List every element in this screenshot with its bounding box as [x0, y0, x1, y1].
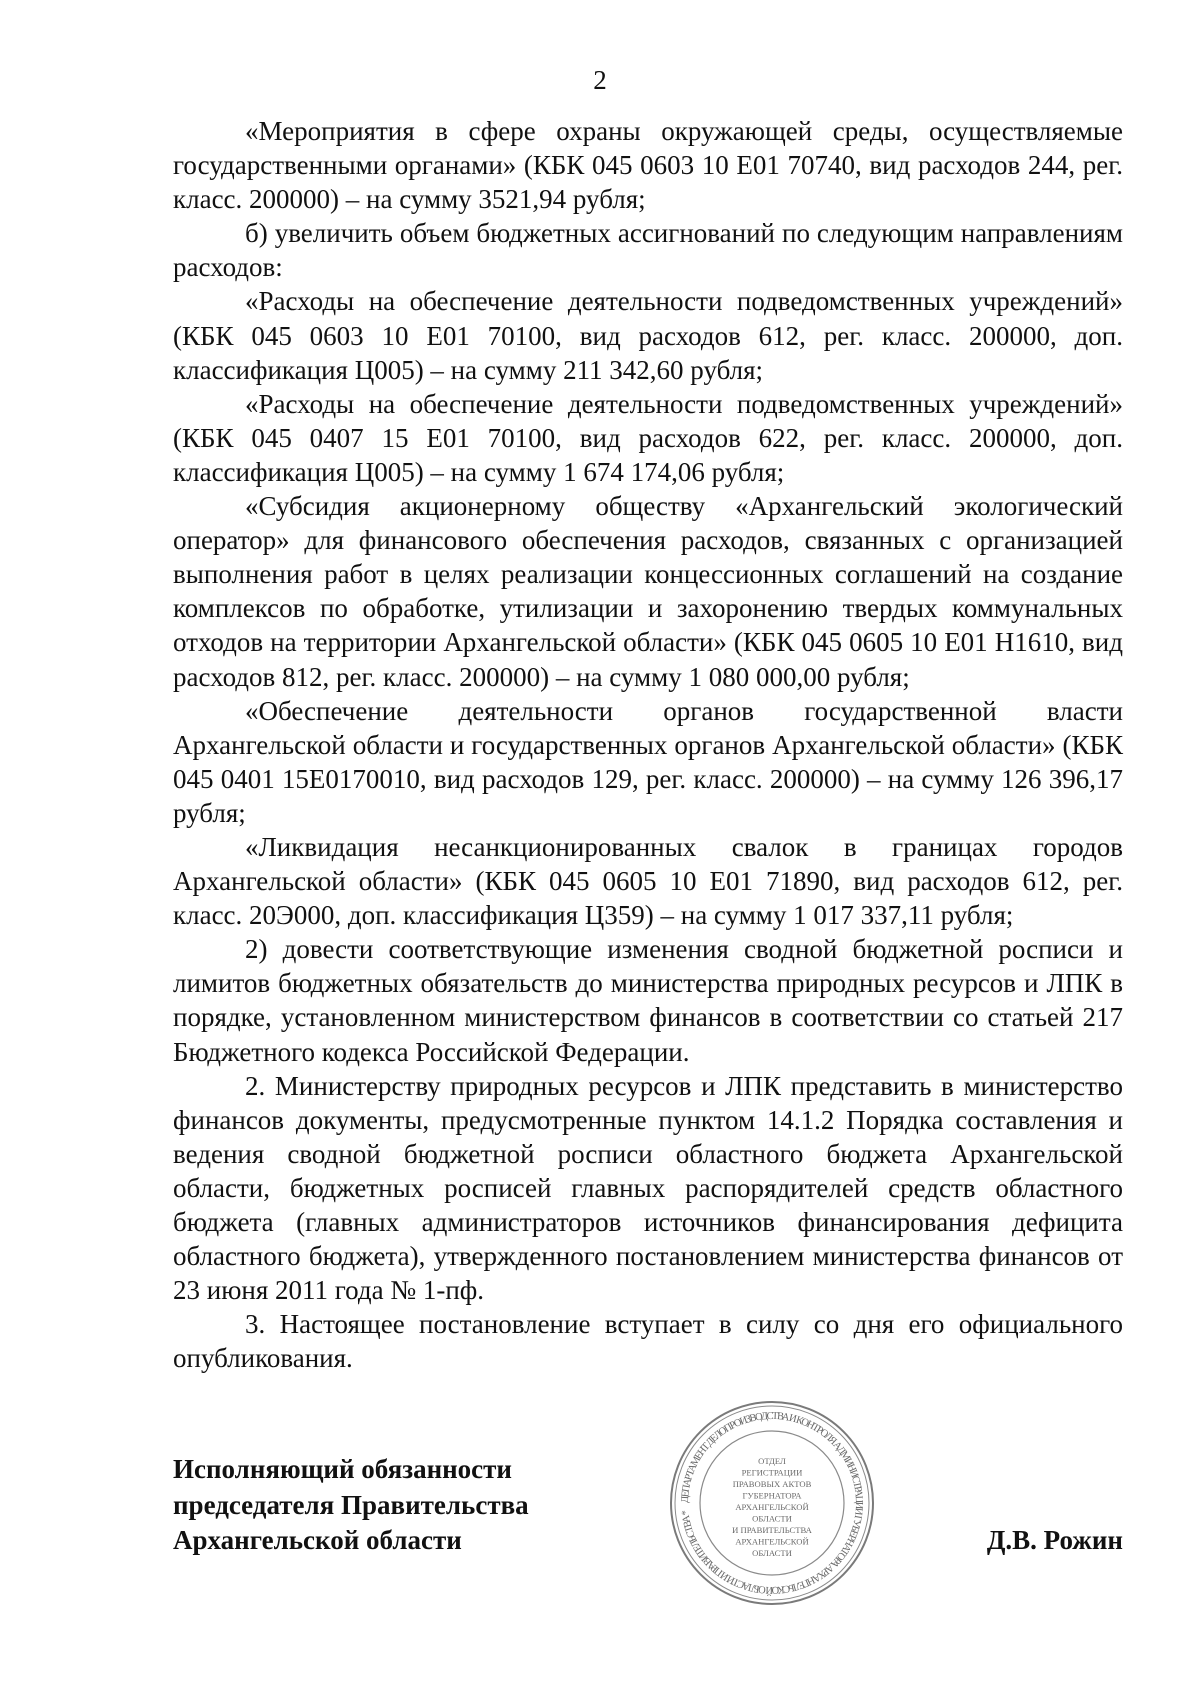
signatory-title-line: Исполняющий обязанности: [173, 1454, 512, 1484]
seal-inner-line: АРХАНГЕЛЬСКОЙ: [735, 1502, 809, 1512]
paragraph-env-activities: «Мероприятия в сфере охраны окружающей среды, осуществляемые государственными органами» (КБК 045 0603 10 Е01 70740, вид расходов 244, рег. класс. 200000) – на сумму 3521,94 рубля;: [173, 116, 1123, 215]
paragraph-increase-allocations: б) увеличить объем бюджетных ассигнований по следующим направлениям расходов:: [173, 218, 1123, 283]
paragraph-budget-changes: 2) довести соответствующие изменения сводной бюджетной росписи и лимитов бюджетных обязательств до министерства природных ресурсов и ЛПК в порядке, установленном министерством финансов в соответствии со статьей 217 Бюджетного кодекса Российской Федерации.: [173, 934, 1123, 1067]
seal-inner-line: ОБЛАСТИ: [752, 1513, 792, 1524]
paragraph-government-bodies: «Обеспечение деятельности органов государственной власти Архангельской области и государственных органов Архангельской области» (КБК 045 0401 15Е0170010, вид расходов 129, рег. класс. 200000) – на сумму 126 396,17 рубля;: [173, 695, 1123, 828]
seal-inner-line: ПРАВОВЫХ АКТОВ: [732, 1479, 812, 1489]
official-seal-stamp: [667, 1398, 877, 1608]
signatory-name: Д.В. Рожин: [986, 1525, 1123, 1555]
paragraph-landfill-liquidation: «Ликвидация несанкционированных свалок в границах городов Архангельской области» (КБК 045 0605 10 Е01 71890, вид расходов 612, рег. класс. 20Э000, доп. классификация Ц359) – на сумму 1 017 337,11 рубля;: [173, 831, 1123, 931]
signatory-title-line: председателя Правительства: [173, 1489, 529, 1520]
signatory-title-line: Архангельской области: [173, 1525, 462, 1555]
seal-inner-line: ОТДЕЛ: [758, 1456, 786, 1466]
seal-inner-text: [732, 1456, 812, 1558]
seal-inner-line: АРХАНГЕЛЬСКОЙ: [735, 1536, 809, 1547]
seal-inner-line: ГУБЕРНАТОРА: [742, 1490, 802, 1501]
page-number: 2: [593, 65, 607, 95]
seal-inner-line: РЕГИСТРАЦИИ: [741, 1467, 803, 1478]
document-body: [173, 114, 1123, 1375]
paragraph-subsidy-eco-operator: «Субсидия акционерному обществу «Архангельский экологический оператор» для финансового обеспечения расходов, связанных с организацией выполнения работ в целях реализации концессионных соглашений на создание комплексов по обработке, утилизации и захоронению твердых коммунальных отходов на территории Архангельской области» (КБК 045 0605 10 Е01 Н1610, вид расходов 812, рег. класс. 200000) – на сумму 1 080 000,00 рубля;: [173, 491, 1123, 692]
paragraph-ministry-documents: 2. Министерству природных ресурсов и ЛПК представить в министерство финансов документы, предусмотренные пунктом 14.1.2 Порядка составления и ведения сводной бюджетной росписи областного бюджета Архангельской области, бюджетных росписей главных распорядителей средств областного бюджета (главных администраторов источников финансирования дефицита областного бюджета), утвержденного постановлением министерства финансов от 23 июня 2011 года № 1-пф.: [173, 1070, 1123, 1306]
paragraph-expenses-0603: «Расходы на обеспечение деятельности подведомственных учреждений» (КБК 045 0603 10 Е01 70100, вид расходов 612, рег. класс. 200000, доп. классификация Ц005) – на сумму 211 342,60 рубля;: [173, 286, 1123, 385]
seal-outer-text: ДЕПАРТАМЕНТ ДЕЛОПРОИЗВОДСТВА И КОНТРОЛЯ АДМИНИСТРАЦИИ ГУБЕРНАТОРА АРХАНГЕЛЬСКОЙ ОБЛАСТИ И ПРАВИТЕЛЬСТВА *: [679, 1410, 865, 1596]
paragraph-expenses-0407: «Расходы на обеспечение деятельности подведомственных учреждений» (КБК 045 0407 15 Е01 70100, вид расходов 622, рег. класс. 200000, доп. классификация Ц005) – на сумму 1 674 174,06 рубля;: [173, 388, 1123, 487]
signature-block: [173, 1452, 1123, 1572]
paragraph-entry-into-force: 3. Настоящее постановление вступает в силу со дня его официального опубликования.: [173, 1309, 1123, 1374]
seal-graphic: [667, 1398, 877, 1608]
seal-inner-line: И ПРАВИТЕЛЬСТВА: [732, 1525, 812, 1535]
signatory-title: [173, 1452, 529, 1559]
seal-inner-line: ОБЛАСТИ: [752, 1548, 792, 1558]
